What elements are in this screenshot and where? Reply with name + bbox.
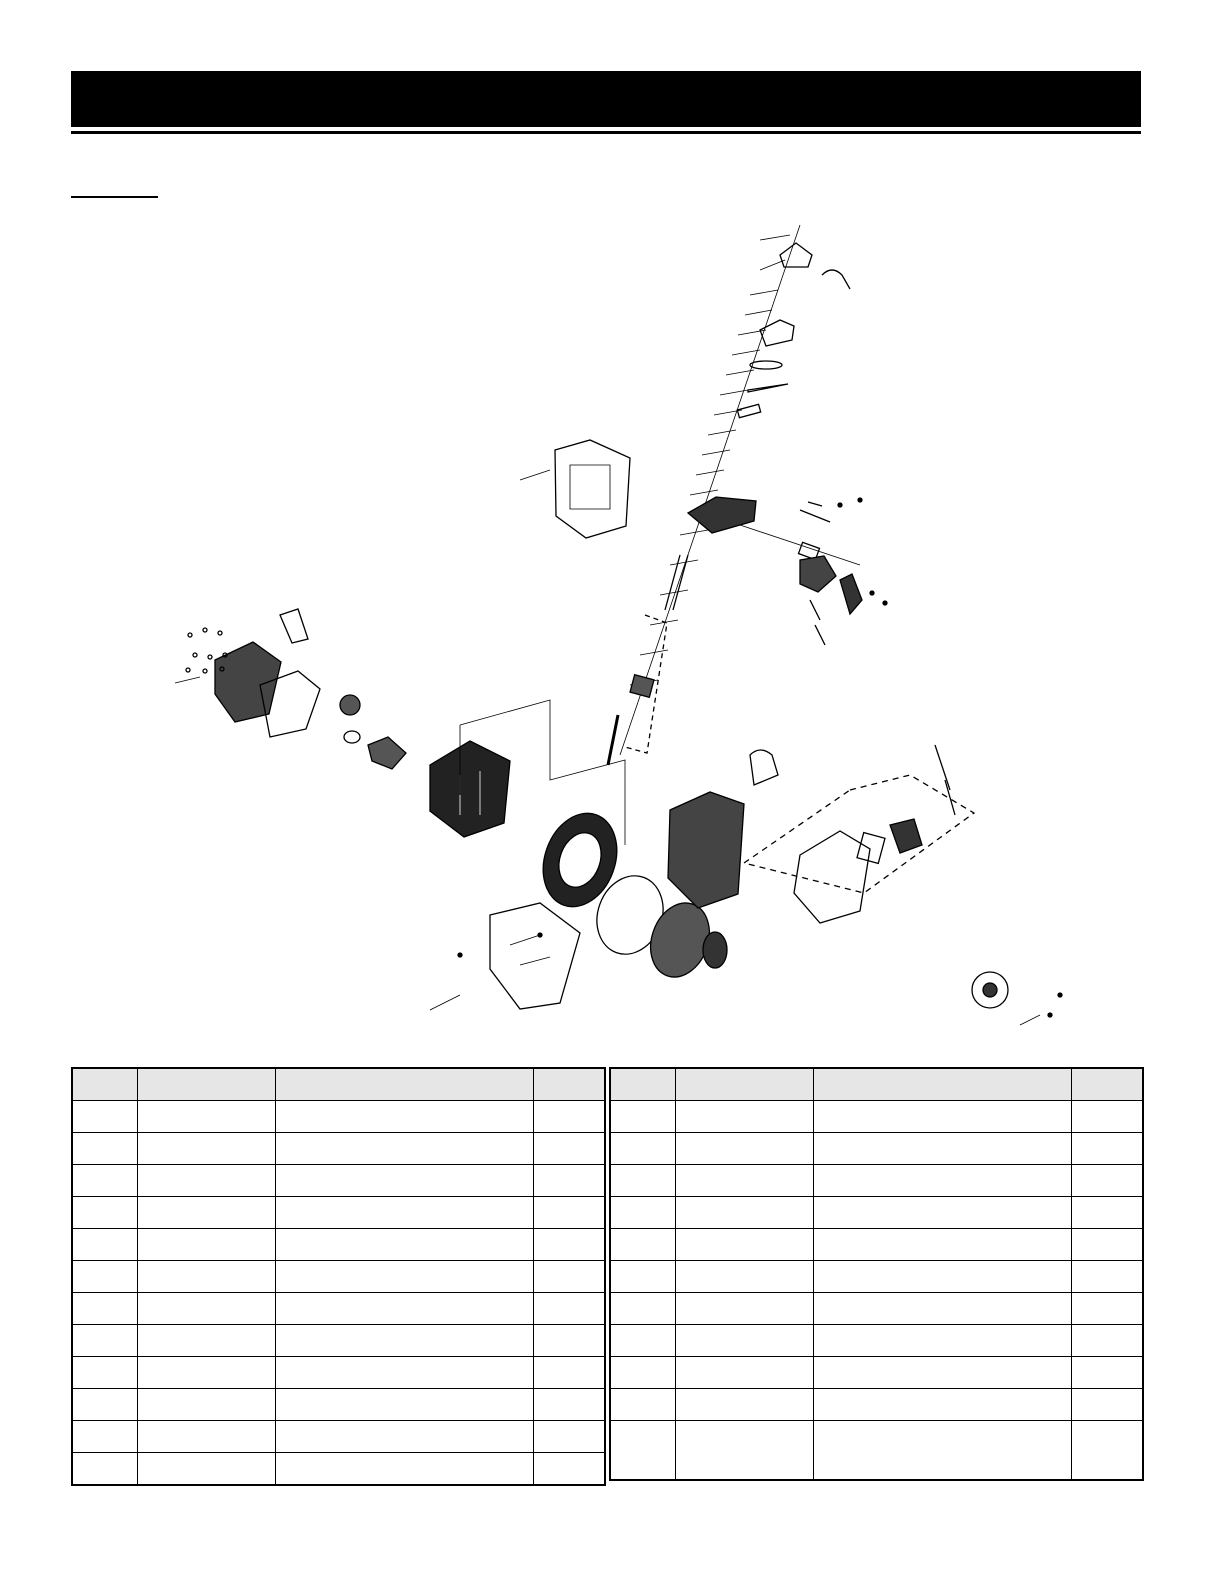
cell-description	[276, 1325, 534, 1357]
table-row	[72, 1357, 605, 1389]
cell-qty	[1072, 1421, 1144, 1481]
cell-description	[814, 1325, 1072, 1357]
cell-qty	[1072, 1357, 1144, 1389]
cell-part-number	[676, 1165, 814, 1197]
column-header-no	[610, 1068, 676, 1101]
section-heading-underline	[71, 196, 158, 198]
parts-list-table-right	[609, 1067, 1144, 1481]
cell-description	[814, 1389, 1072, 1421]
cell-qty	[1072, 1325, 1144, 1357]
cell-description	[276, 1293, 534, 1325]
cell-no	[72, 1357, 138, 1389]
table-header-row	[610, 1068, 1143, 1101]
cell-description	[276, 1389, 534, 1421]
cell-description	[276, 1101, 534, 1133]
cell-no	[72, 1261, 138, 1293]
cell-description	[814, 1101, 1072, 1133]
table-row	[72, 1229, 605, 1261]
cell-no	[72, 1325, 138, 1357]
cell-part-number	[138, 1325, 276, 1357]
table-row	[72, 1293, 605, 1325]
cell-part-number	[676, 1133, 814, 1165]
cell-description	[276, 1453, 534, 1486]
table-row	[610, 1421, 1143, 1481]
cell-no	[610, 1421, 676, 1481]
cell-part-number	[676, 1261, 814, 1293]
cell-no	[72, 1133, 138, 1165]
cell-no	[610, 1293, 676, 1325]
cell-description	[276, 1421, 534, 1453]
table-row	[610, 1357, 1143, 1389]
cell-part-number	[138, 1357, 276, 1389]
table-row	[610, 1293, 1143, 1325]
table-header-row	[72, 1068, 605, 1101]
cell-part-number	[138, 1197, 276, 1229]
cell-no	[610, 1101, 676, 1133]
cell-qty	[534, 1389, 606, 1421]
table-row	[72, 1453, 605, 1486]
page-header-bar	[71, 71, 1141, 127]
cell-part-number	[676, 1357, 814, 1389]
cell-description	[814, 1357, 1072, 1389]
table-row	[72, 1421, 605, 1453]
cell-part-number	[138, 1389, 276, 1421]
cell-part-number	[676, 1229, 814, 1261]
cell-part-number	[138, 1229, 276, 1261]
table-row	[72, 1165, 605, 1197]
table-row	[72, 1197, 605, 1229]
cell-no	[72, 1453, 138, 1486]
cell-qty	[534, 1421, 606, 1453]
cell-qty	[534, 1453, 606, 1486]
cell-no	[610, 1197, 676, 1229]
cell-description	[814, 1421, 1072, 1481]
table-row	[72, 1133, 605, 1165]
cell-part-number	[138, 1261, 276, 1293]
cell-no	[610, 1357, 676, 1389]
cell-no	[72, 1165, 138, 1197]
table-row	[610, 1197, 1143, 1229]
cell-description	[814, 1133, 1072, 1165]
cell-part-number	[676, 1389, 814, 1421]
cell-qty	[534, 1197, 606, 1229]
table-row	[610, 1101, 1143, 1133]
cell-qty	[1072, 1293, 1144, 1325]
column-header-description	[814, 1068, 1072, 1101]
column-header-part-number	[138, 1068, 276, 1101]
cell-qty	[534, 1261, 606, 1293]
cell-qty	[1072, 1101, 1144, 1133]
cell-part-number	[138, 1421, 276, 1453]
column-header-part-number	[676, 1068, 814, 1101]
cell-no	[72, 1293, 138, 1325]
cell-description	[814, 1165, 1072, 1197]
column-header-description	[276, 1068, 534, 1101]
cell-description	[276, 1165, 534, 1197]
cell-part-number	[138, 1165, 276, 1197]
column-header-no	[72, 1068, 138, 1101]
parts-list-table-left	[71, 1067, 606, 1486]
cell-qty	[534, 1101, 606, 1133]
cell-description	[814, 1197, 1072, 1229]
table-row	[72, 1325, 605, 1357]
table-row	[610, 1229, 1143, 1261]
cell-qty	[534, 1133, 606, 1165]
table-row	[610, 1389, 1143, 1421]
cell-description	[276, 1197, 534, 1229]
table-row	[610, 1165, 1143, 1197]
cell-part-number	[676, 1325, 814, 1357]
cell-qty	[534, 1229, 606, 1261]
cell-no	[72, 1421, 138, 1453]
cell-part-number	[138, 1101, 276, 1133]
cell-qty	[1072, 1165, 1144, 1197]
cell-qty	[1072, 1229, 1144, 1261]
cell-description	[276, 1357, 534, 1389]
cell-no	[610, 1229, 676, 1261]
cell-qty	[534, 1165, 606, 1197]
table-row	[610, 1133, 1143, 1165]
cell-qty	[1072, 1133, 1144, 1165]
cell-no	[72, 1229, 138, 1261]
exploded-parts-diagram	[160, 215, 1160, 1045]
cell-part-number	[676, 1293, 814, 1325]
cell-description	[814, 1293, 1072, 1325]
header-rule	[71, 131, 1141, 134]
cell-qty	[1072, 1261, 1144, 1293]
cell-part-number	[676, 1197, 814, 1229]
cell-part-number	[138, 1133, 276, 1165]
cell-description	[276, 1133, 534, 1165]
cell-no	[610, 1261, 676, 1293]
cell-part-number	[676, 1101, 814, 1133]
cell-qty	[534, 1293, 606, 1325]
cell-no	[610, 1133, 676, 1165]
cell-no	[72, 1389, 138, 1421]
cell-description	[276, 1261, 534, 1293]
cell-no	[610, 1389, 676, 1421]
cell-description	[814, 1229, 1072, 1261]
cell-no	[72, 1197, 138, 1229]
cell-no	[610, 1325, 676, 1357]
cell-qty	[1072, 1389, 1144, 1421]
cell-part-number	[138, 1453, 276, 1486]
table-row	[610, 1325, 1143, 1357]
table-row	[610, 1261, 1143, 1293]
column-header-qty	[534, 1068, 606, 1101]
cell-part-number	[676, 1421, 814, 1481]
table-row	[72, 1261, 605, 1293]
cell-no	[610, 1165, 676, 1197]
cell-qty	[1072, 1197, 1144, 1229]
cell-no	[72, 1101, 138, 1133]
cell-part-number	[138, 1293, 276, 1325]
cell-description	[814, 1261, 1072, 1293]
cell-qty	[534, 1357, 606, 1389]
column-header-qty	[1072, 1068, 1144, 1101]
cell-description	[276, 1229, 534, 1261]
table-row	[72, 1389, 605, 1421]
table-row	[72, 1101, 605, 1133]
cell-qty	[534, 1325, 606, 1357]
